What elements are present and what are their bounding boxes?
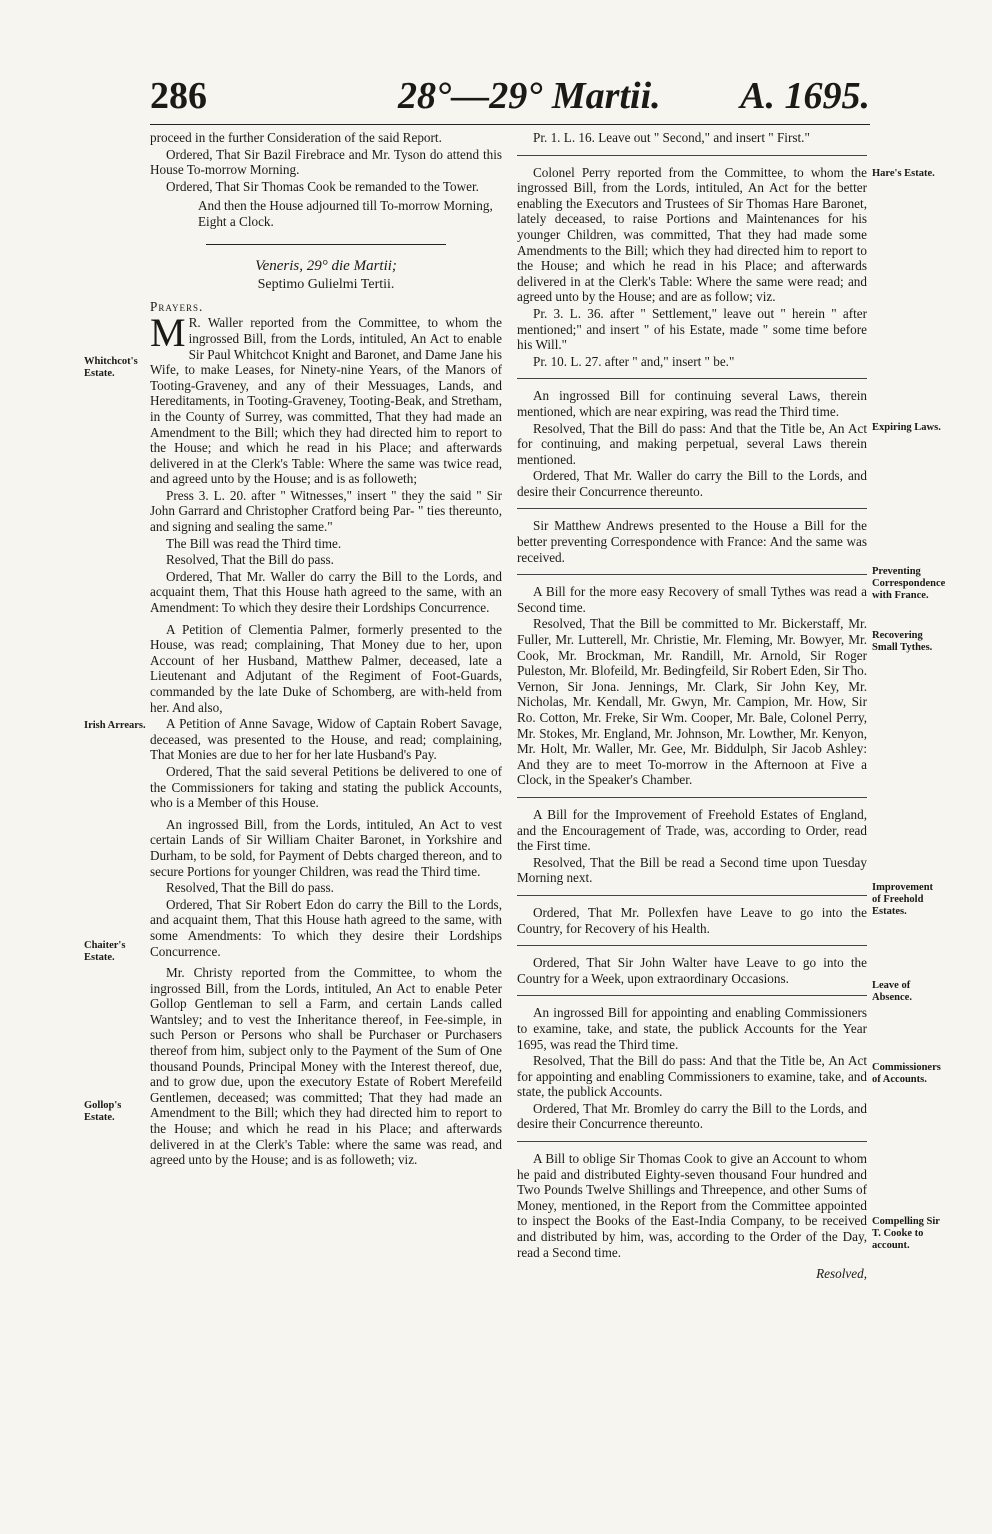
paragraph — [150, 310, 502, 487]
prayers-heading: Prayers. — [150, 298, 204, 314]
margin-note-expiring: Expiring Laws. — [872, 422, 941, 433]
margin-note-preventing: Preventing Correspondence with France. — [872, 566, 946, 601]
section-rule — [517, 995, 867, 996]
paragraph: Resolved, That the Bill be read a Second time upon Tuesday Morning next. — [517, 854, 867, 886]
paragraph: Pr. 1. L. 16. Leave out " Second," and insert " First." — [533, 130, 810, 145]
margin-note-chaiter: Chaiter's Estate. — [84, 940, 126, 963]
header-dates: 28°—29° Martii. — [398, 75, 661, 117]
paragraph: Ordered, That Sir John Walter have Leave to go into the Country for a Week, upon extraordinary Occasions. — [517, 955, 867, 986]
margin-note-freehold: Improvement of Freehold Estates. — [872, 882, 934, 917]
paragraph: Ordered, That Sir Thomas Cook be remanded to the Tower. — [166, 178, 479, 194]
paragraph: Resolved, That the Bill do pass. — [166, 552, 334, 568]
paragraph: Ordered, That Sir Robert Edon do carry the Bill to the Lords, and acquaint them, That this House hath agreed to the same, with some Amendments: To which they desire their Lordships Concurrence. — [150, 896, 502, 959]
paragraph: A Bill for the Improvement of Freehold Estates of England, and the Encouragement of Trade, was, according to Order, read the First time. — [517, 806, 867, 854]
paragraph: An ingrossed Bill, from the Lords, intituled, An Act to vest certain Lands of Sir William Chaiter Baronet, in Yorkshire and Durham, to be sold, for Payment of Debts charged thereon, and to secure Portions for younger Children, was read the Third time. — [150, 816, 502, 879]
section-rule — [517, 574, 867, 575]
header-year: A. 1695. — [740, 75, 870, 117]
margin-note-whitchcot: Whitchcot's Estate. — [84, 356, 138, 379]
paragraph: An ingrossed Bill for continuing several Laws, therein mentioned, which are near expiring, was read the Third time. — [517, 388, 867, 419]
margin-note-tythes: Recovering Small Tythes. — [872, 630, 933, 653]
paragraph: A Bill to oblige Sir Thomas Cook to give an Account to whom he paid and distributed Eighty-seven thousand Four hundred and Two Pounds Twelve Shillings and Threepence, and other Sums of Money, mentioned, in the Report from the Committee appointed to inspect the Books of the East-India Company, to be received and distributed by him, was, according to the Order of the Day, read a Second time. — [517, 1151, 867, 1260]
section-rule — [517, 895, 867, 896]
paragraph: Ordered, That Mr. Pollexfen have Leave to go into the Country, for Recovery of his Health. — [517, 904, 867, 936]
left-column — [150, 130, 502, 1169]
section-rule — [517, 797, 867, 798]
paragraph: Press 3. L. 20. after " Witnesses," insert " they the said " Sir John Garrard and Christopher Cratford being Par- " ties thereunto, and signing and sealing the same." — [150, 487, 502, 535]
paragraph-text: R. Waller reported from the Committee, to whom the ingrossed Bill, from the Lords, intituled, An Act to enable Sir Paul Whitchcot Knight and Baronet, and Dame Jane his Wife, to make Leases, for Ninety-nine Years, of the Manors of Tooting-Graveney, and any of their Messuages, Lands, and Hereditaments, in Tooting-Graveney, Tooting-Beak, and Stretham, in the County of Surrey, was committed, That they had made an Amendment to the Bill; which they had directed him to report to the House; and which he read in his Place; and afterwards delivered in at the Clerk's Table: Where the same was twice read, and agreed unto by the House; and is as followeth; — [150, 315, 502, 487]
section-rule — [517, 508, 867, 509]
regnal-year: Septimo Gulielmi Tertii. — [257, 277, 395, 293]
paragraph: Pr. 10. L. 27. after " and," insert " be." — [533, 353, 735, 369]
header-rule — [150, 124, 870, 125]
paragraph: The Bill was read the Third time. — [166, 535, 342, 551]
section-rule — [517, 378, 867, 379]
paragraph: Ordered, That the said several Petitions be delivered to one of the Commissioners for taking and stating the publick Accounts, who is a Member of this House. — [150, 763, 502, 811]
paragraph: A Petition of Clementia Palmer, formerly presented to the House, was read; complaining, That Money due to her, upon Account of her Husband, Matthew Palmer, deceased, late a Lieutenant and Adjutant of the Regiment of Foot-Guards, commanded by the late Duke of Schomberg, are with-held from her. And also, — [150, 621, 502, 715]
margin-note-cooke: Compelling Sir T. Cooke to account. — [872, 1216, 940, 1251]
page-header — [150, 74, 870, 126]
paragraph: Mr. Christy reported from the Committee, to whom the ingrossed Bill, from the Lords, intituled, An Act to enable Peter Gollop Gentleman to sell a Farm, and certain Lands called Wantsley; and to vest the Inheritance thereof, in Fee-simple, in such Person or Persons who shall be Purchaser or Purchasers thereof from him, subject only to the Payment of the Sum of One thousand Pounds, Principal Money with the Interest thereof, due, and to grow due, upon the executory Estate of Robert Merefeild Gentlemen, deceased; was committed; That they had made an Amendment to the Bill; which they had directed him to report to the House; and which he read in his Place; and afterwards delivered in at the Clerk's Table: where the same was read, and agreed unto by the House; and is as followeth; viz. — [150, 965, 502, 1168]
paragraph: Resolved, That the Bill do pass: And that the Title be, An Act for appointing and enabling Commissioners to examine, take, and state, the publick Accounts. — [517, 1053, 867, 1100]
section-rule — [517, 945, 867, 946]
paragraph: Pr. 3. L. 36. after " Settlement," leave out " herein " after mentioned;" and insert " of his Estate, made " some time before his Will." — [517, 305, 867, 353]
margin-note-absence: Leave of Absence. — [872, 980, 912, 1003]
paragraph: A Petition of Anne Savage, Widow of Captain Robert Savage, deceased, was presented to the House, and read; complaining, That Monies are due to her for her late Husband's Pay. — [150, 716, 502, 763]
paragraph: Sir Matthew Andrews presented to the House a Bill for the better preventing Correspondence with France: And the same was received. — [517, 518, 867, 565]
right-column — [517, 130, 867, 1283]
day-title: Veneris, 29° die Martii; — [255, 257, 397, 274]
paragraph: Ordered, That Sir Bazil Firebrace and Mr. Tyson do attend this House To-morrow Morning. — [150, 146, 502, 178]
paragraph: Resolved, That the Bill do pass: And that the Title be, An Act for continuing, and making perpetual, several Laws therein mentioned. — [517, 420, 867, 467]
paragraph: Resolved, That the Bill be committed to Mr. Bickerstaff, Mr. Fuller, Mr. Lutterell, Mr. Christie, Mr. Fleming, Mr. Bowyer, Mr. Cook, Mr. Brockman, Mr. Randill, Mr. Arnold, Sir Roger Puleston, Mr. Blofeild, Mr. Bedingfeild, Sir Robert Eden, Sir Tho. Vernon, Sir Jona. Jennings, Mr. Clark, Sir John Key, Mr. Nicholas, Mr. Kendall, Mr. Gwyn, Mr. Campion, Mr. How, Sir Ro. Cotton, Mr. Freke, Sir Wm. Cooper, Mr. Bale, Colonel Perry, Mr. Stokes, Mr. England, Mr. Johnson, Mr. Lowther, Mr. Kenyon, Mr. Holt, Mr. Waller, Mr. Gee, Mr. Biddulph, Sir Jacob Ashley: And they are to meet To-morrow in the Afternoon at Five a Clock, in the Speaker's Chamber. — [517, 616, 867, 788]
section-divider — [206, 244, 446, 245]
paragraph: An ingrossed Bill for appointing and enabling Commissioners to examine, take, and state, the publick Accounts for the Year 1695, was read the Third time. — [517, 1005, 867, 1052]
margin-note-hare: Hare's Estate. — [872, 168, 935, 179]
paragraph: A Bill for the more easy Recovery of small Tythes was read a Second time. — [517, 584, 867, 615]
paragraph: Ordered, That Mr. Waller do carry the Bill to the Lords, and acquaint them, That this House hath agreed to the same, with an Amendment: To which they desire their Lordships Concurrence. — [150, 568, 502, 616]
margin-note-commissioners: Commissioners of Accounts. — [872, 1062, 941, 1085]
paragraph: Ordered, That Mr. Waller do carry the Bill to the Lords, and desire their Concurrence thereunto. — [517, 468, 867, 499]
paragraph: Colonel Perry reported from the Committee, to whom the ingrossed Bill, from the Lords, intituled, An Act for the better enabling the Executors and Trustees of Sir Thomas Hare Baronet, lately deceased, to raise Portions and Maintenances for his younger Children, was committed, That they had made some Amendments to the Bill; which they had directed him to report to the House; and which he read in his Place; and afterwards delivered in at the Clerk's Table: Where the same were read; and agreed unto by the House; and are as follow; viz. — [517, 164, 867, 305]
paragraph: proceed in the further Consideration of the said Report. — [150, 130, 442, 145]
catchword: Resolved, — [816, 1266, 867, 1282]
page-number: 286 — [150, 75, 207, 117]
paragraph: Ordered, That Mr. Bromley do carry the Bill to the Lords, and desire their Concurrence thereunto. — [517, 1100, 867, 1132]
margin-note-gollop: Gollop's Estate. — [84, 1100, 122, 1123]
adjournment: And then the House adjourned till To-morrow Morning, Eight a Clock. — [198, 198, 493, 229]
paragraph: Resolved, That the Bill do pass. — [166, 880, 334, 896]
section-rule — [517, 155, 867, 156]
drop-cap: M — [150, 310, 186, 356]
section-rule — [517, 1141, 867, 1142]
margin-note-irish-arrears: Irish Arrears. — [84, 720, 146, 731]
